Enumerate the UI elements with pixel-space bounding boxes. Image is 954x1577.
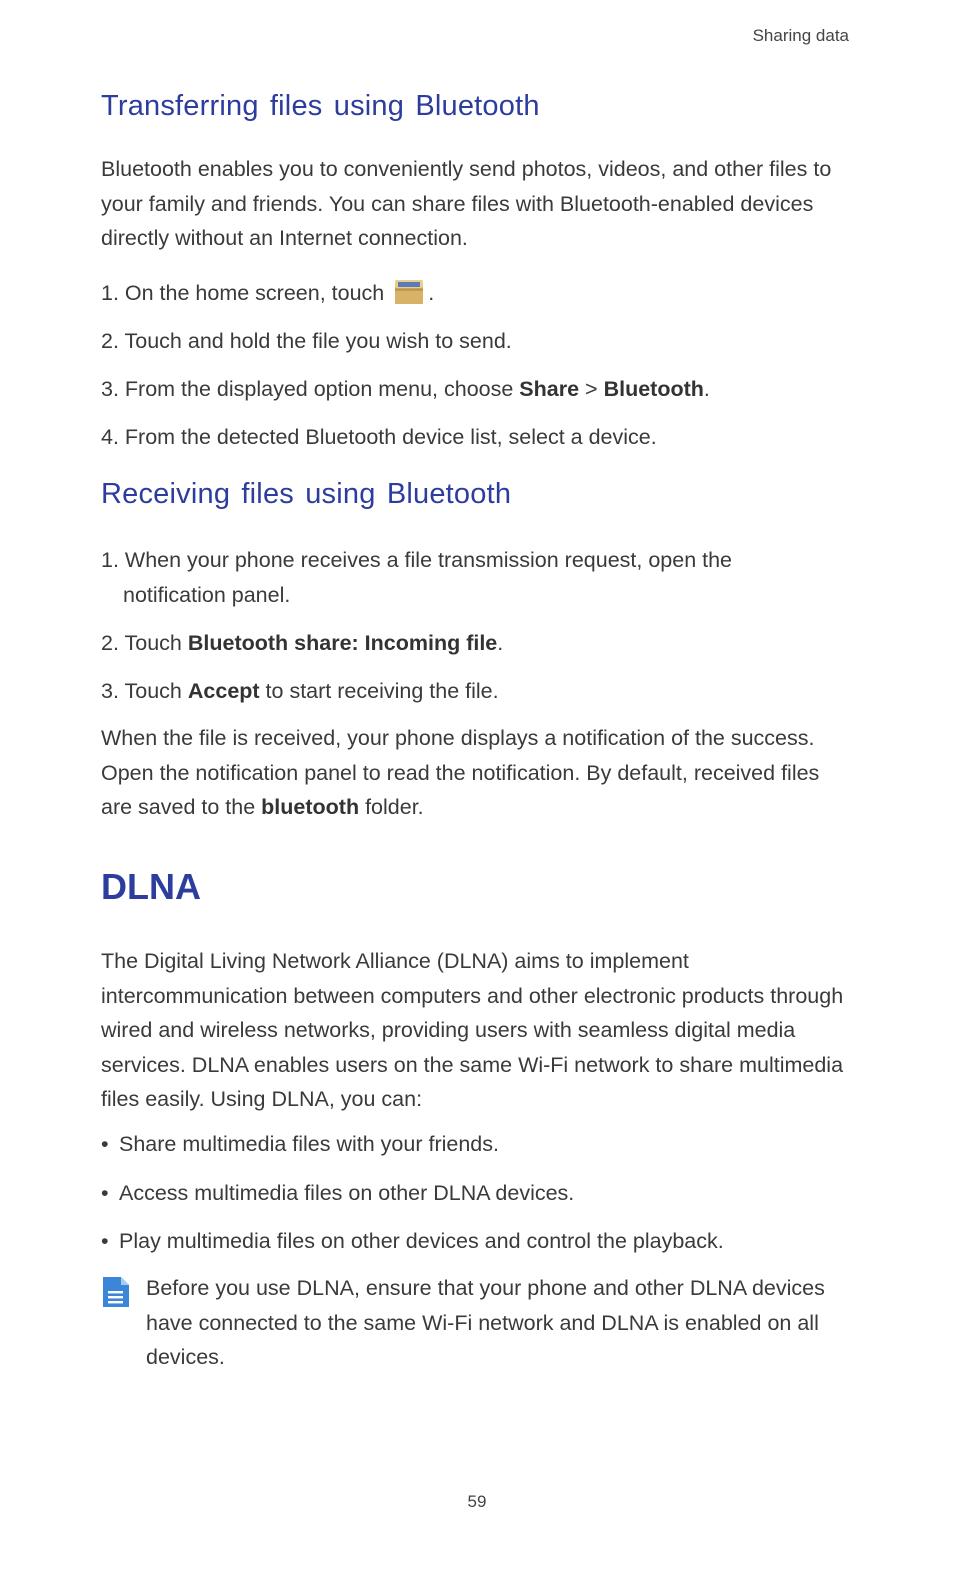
transfer-step-3-end: . — [703, 377, 710, 401]
receive-step-1: 1. When your phone receives a file transmission request, open the notification panel. — [101, 548, 733, 607]
dlna-bullet-text: Share multimedia files with your friends. — [119, 1132, 499, 1156]
receive-step-2-text: 2. Touch — [101, 631, 188, 655]
running-header: Sharing data — [752, 26, 849, 45]
section-heading-receive: Receiving files using Bluetooth — [101, 478, 512, 510]
share-option-label: Share — [519, 377, 580, 401]
dlna-note-text: Before you use DLNA, ensure that your phone and other DLNA devices have connected to the same Wi-Fi network and DLNA is enabled on all devices. — [146, 1276, 825, 1369]
receive-result-end: folder. — [359, 795, 424, 819]
transfer-step-1-text: 1. On the home screen, touch — [101, 281, 385, 305]
dlna-bullet-1 — [101, 1127, 851, 1162]
dlna-bullet-text: Play multimedia files on other devices and control the playback. — [119, 1229, 724, 1253]
receive-result — [101, 721, 851, 825]
bluetooth-option-label: Bluetooth — [603, 377, 704, 401]
dlna-note — [101, 1271, 851, 1375]
dlna-intro: The Digital Living Network Alliance (DLNA) aims to implement intercommunication between computers and other electronic products through wired and wireless networks, providing users with seamless digital media services. DLNA enables users on the same Wi-Fi network to share multimedia files easily. Using DLNA, you can: — [101, 949, 844, 1111]
transfer-step-1-end: . — [428, 281, 435, 305]
transfer-step-1 — [101, 276, 851, 311]
receive-result-text: When the file is received, your phone displays a notification of the success. Open the notification panel to read the notification. By default, received files are saved to the — [101, 726, 820, 819]
bullet-marker: • — [101, 1132, 109, 1156]
receive-step-3 — [101, 674, 851, 709]
bullet-marker: • — [101, 1181, 109, 1205]
receive-step-3-end: to start receiving the file. — [259, 679, 499, 703]
accept-button-label: Accept — [187, 679, 260, 703]
section-heading-transfer: Transferring files using Bluetooth — [101, 90, 540, 122]
dlna-bullet-3 — [101, 1224, 851, 1259]
transfer-step-3 — [101, 372, 851, 407]
transfer-step-3-text: 3. From the displayed option menu, choose — [101, 377, 520, 401]
dlna-bullet-2 — [101, 1176, 851, 1211]
receive-step-3-text: 3. Touch — [101, 679, 188, 703]
menu-separator: > — [579, 377, 604, 401]
transfer-intro: Bluetooth enables you to conveniently send photos, videos, and other files to your family and friends. You can share files with Bluetooth-enabled devices directly without an Internet connection. — [101, 157, 832, 250]
bullet-marker: • — [101, 1229, 109, 1253]
bluetooth-folder-label: bluetooth — [261, 795, 360, 819]
dlna-bullet-text: Access multimedia files on other DLNA devices. — [119, 1181, 575, 1205]
incoming-file-notification-label: Bluetooth share: Incoming file — [187, 631, 498, 655]
section-heading-dlna: DLNA — [101, 866, 201, 907]
page-number: 59 — [467, 1492, 487, 1511]
gallery-app-icon — [394, 278, 424, 306]
note-document-icon — [101, 1271, 146, 1375]
transfer-step-2: 2. Touch and hold the file you wish to send. — [101, 329, 512, 353]
receive-step-2-end: . — [497, 631, 504, 655]
receive-step-2 — [101, 626, 851, 661]
transfer-step-4: 4. From the detected Bluetooth device list, select a device. — [101, 425, 657, 449]
